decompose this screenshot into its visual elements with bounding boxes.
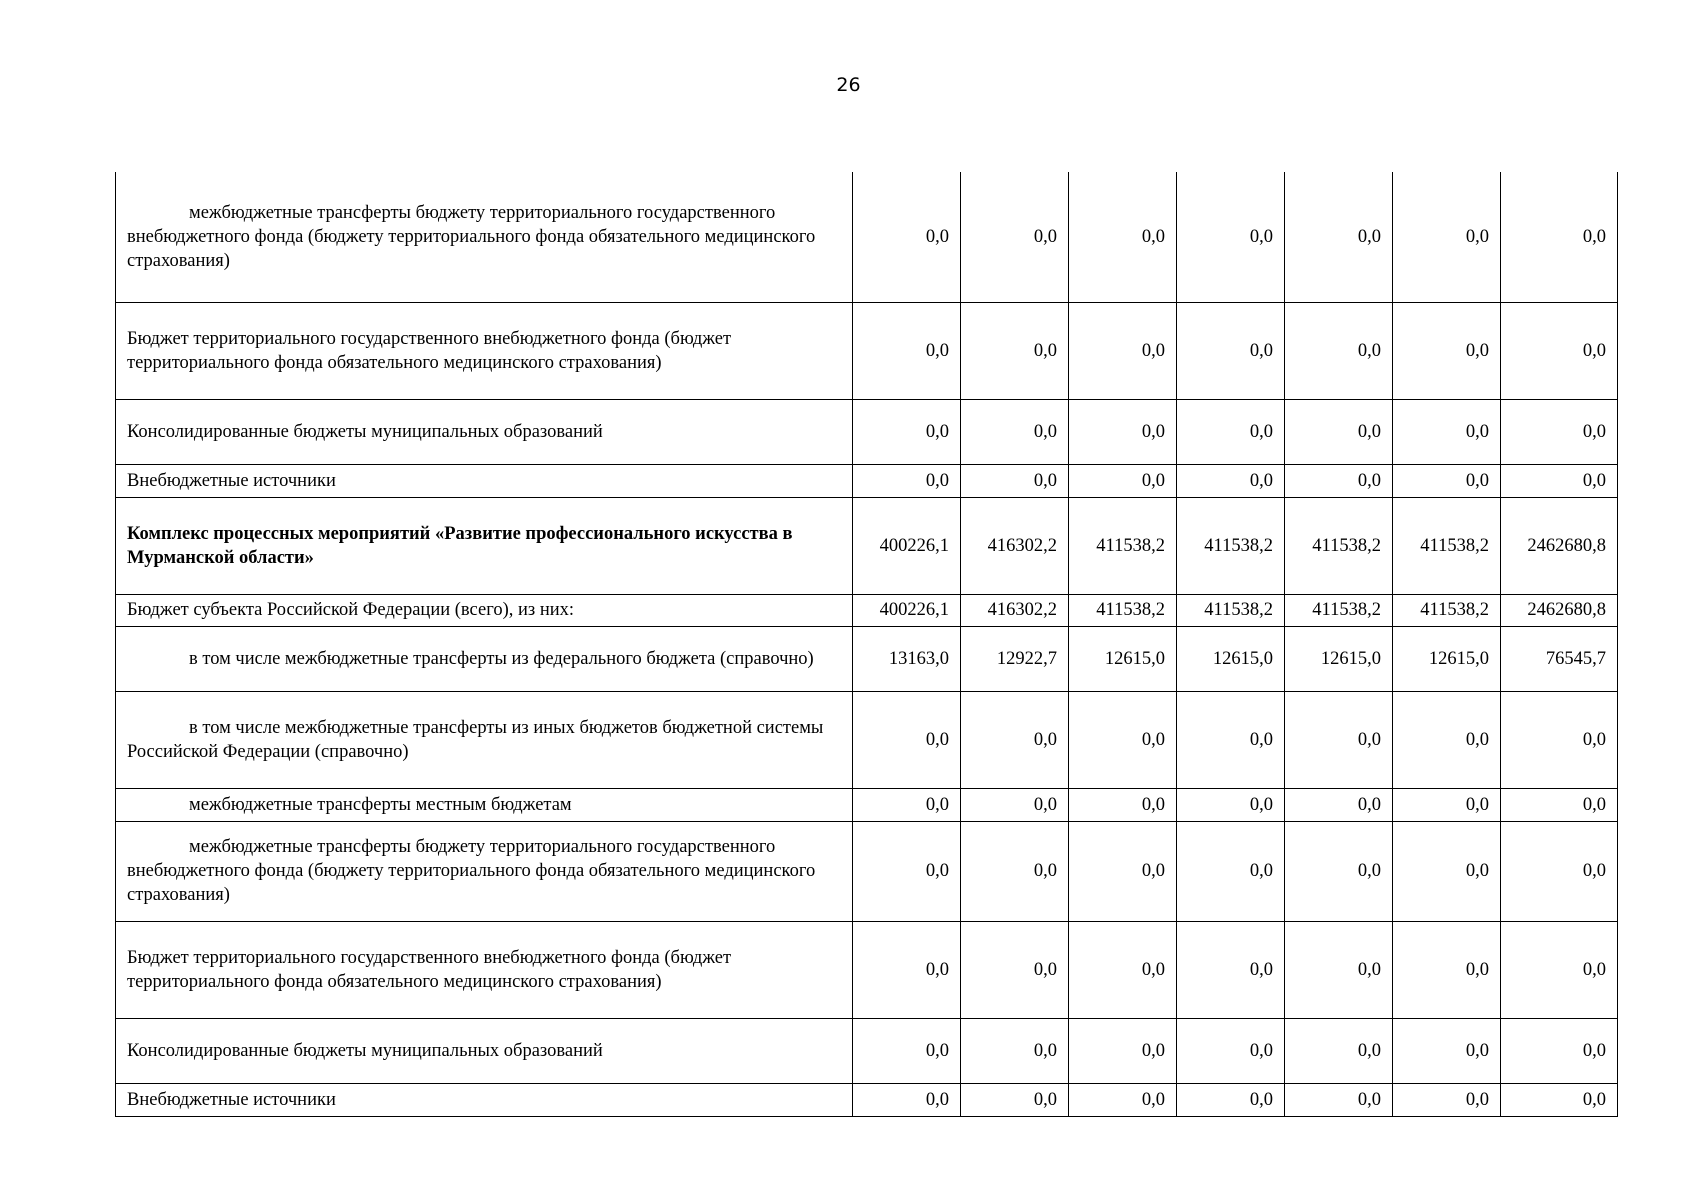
cell-value: 0,0 <box>853 921 961 1018</box>
cell-total: 0,0 <box>1501 1018 1618 1083</box>
table-row <box>116 821 1618 921</box>
cell-value: 411538,2 <box>1285 594 1393 626</box>
row-label: Бюджет субъекта Российской Федерации (всего), из них: <box>116 594 853 626</box>
row-label: Внебюджетные источники <box>116 1083 853 1116</box>
cell-value: 0,0 <box>853 399 961 464</box>
table-row <box>116 497 1618 594</box>
row-label: Консолидированные бюджеты муниципальных образований <box>116 399 853 464</box>
cell-value: 0,0 <box>1285 1018 1393 1083</box>
cell-value: 0,0 <box>1393 172 1501 302</box>
cell-value: 411538,2 <box>1393 497 1501 594</box>
cell-total: 0,0 <box>1501 821 1618 921</box>
row-label: Консолидированные бюджеты муниципальных образований <box>116 1018 853 1083</box>
cell-value: 411538,2 <box>1393 594 1501 626</box>
table-row <box>116 1018 1618 1083</box>
cell-value: 0,0 <box>1393 921 1501 1018</box>
cell-value: 0,0 <box>1177 1018 1285 1083</box>
row-label: межбюджетные трансферты местным бюджетам <box>116 788 853 821</box>
cell-total: 76545,7 <box>1501 626 1618 691</box>
cell-value: 0,0 <box>1285 172 1393 302</box>
cell-value: 0,0 <box>1177 464 1285 497</box>
table-row <box>116 788 1618 821</box>
cell-value: 416302,2 <box>961 497 1069 594</box>
table-row <box>116 464 1618 497</box>
cell-value: 0,0 <box>1393 399 1501 464</box>
table-row <box>116 594 1618 626</box>
cell-value: 12615,0 <box>1177 626 1285 691</box>
row-label: Бюджет территориального государственного внебюджетного фонда (бюджет территориального фонда обязательного медицинского страхования) <box>116 921 853 1018</box>
cell-total: 0,0 <box>1501 399 1618 464</box>
cell-total: 0,0 <box>1501 691 1618 788</box>
cell-value: 0,0 <box>1393 691 1501 788</box>
cell-value: 0,0 <box>961 302 1069 399</box>
cell-value: 0,0 <box>1069 1018 1177 1083</box>
cell-value: 0,0 <box>1285 921 1393 1018</box>
cell-value: 0,0 <box>1393 464 1501 497</box>
cell-value: 0,0 <box>1177 399 1285 464</box>
cell-value: 0,0 <box>1177 302 1285 399</box>
cell-value: 0,0 <box>1069 821 1177 921</box>
cell-value: 12615,0 <box>1069 626 1177 691</box>
budget-table <box>115 172 1618 1117</box>
table-row <box>116 302 1618 399</box>
cell-value: 0,0 <box>1177 788 1285 821</box>
cell-value: 0,0 <box>1285 691 1393 788</box>
cell-value: 0,0 <box>853 464 961 497</box>
cell-value: 0,0 <box>961 1083 1069 1116</box>
table-row <box>116 921 1618 1018</box>
cell-value: 13163,0 <box>853 626 961 691</box>
row-label: межбюджетные трансферты бюджету территориального государственного внебюджетного фонда (бюджету территориального фонда обязательного медицинского страхования) <box>116 821 853 921</box>
cell-value: 0,0 <box>1177 172 1285 302</box>
cell-value: 0,0 <box>853 1018 961 1083</box>
cell-value: 0,0 <box>961 691 1069 788</box>
cell-value: 0,0 <box>1069 172 1177 302</box>
cell-value: 0,0 <box>1177 921 1285 1018</box>
cell-value: 12922,7 <box>961 626 1069 691</box>
cell-value: 400226,1 <box>853 497 961 594</box>
cell-value: 0,0 <box>853 172 961 302</box>
cell-value: 411538,2 <box>1285 497 1393 594</box>
row-label: в том числе межбюджетные трансферты из иных бюджетов бюджетной системы Российской Федерации (справочно) <box>116 691 853 788</box>
cell-value: 400226,1 <box>853 594 961 626</box>
cell-value: 0,0 <box>961 1018 1069 1083</box>
cell-value: 0,0 <box>1393 1083 1501 1116</box>
row-label: Бюджет территориального государственного внебюджетного фонда (бюджет территориального фонда обязательного медицинского страхования) <box>116 302 853 399</box>
cell-value: 411538,2 <box>1069 497 1177 594</box>
table-row <box>116 399 1618 464</box>
cell-value: 0,0 <box>853 821 961 921</box>
cell-value: 0,0 <box>1069 1083 1177 1116</box>
cell-value: 0,0 <box>961 399 1069 464</box>
table-row <box>116 626 1618 691</box>
cell-value: 0,0 <box>961 921 1069 1018</box>
table-row <box>116 1083 1618 1116</box>
cell-value: 0,0 <box>1069 464 1177 497</box>
cell-value: 0,0 <box>1285 464 1393 497</box>
cell-value: 12615,0 <box>1393 626 1501 691</box>
cell-value: 0,0 <box>961 172 1069 302</box>
cell-value: 0,0 <box>1285 788 1393 821</box>
cell-value: 0,0 <box>1393 1018 1501 1083</box>
cell-value: 0,0 <box>961 821 1069 921</box>
cell-value: 0,0 <box>1069 691 1177 788</box>
cell-value: 0,0 <box>853 302 961 399</box>
cell-value: 0,0 <box>1393 821 1501 921</box>
cell-value: 0,0 <box>1069 788 1177 821</box>
cell-value: 411538,2 <box>1177 594 1285 626</box>
cell-value: 0,0 <box>853 788 961 821</box>
cell-value: 0,0 <box>1393 302 1501 399</box>
cell-value: 0,0 <box>1069 921 1177 1018</box>
cell-total: 2462680,8 <box>1501 497 1618 594</box>
cell-total: 0,0 <box>1501 172 1618 302</box>
row-label: межбюджетные трансферты бюджету территориального государственного внебюджетного фонда (бюджету территориального фонда обязательного медицинского страхования) <box>116 172 853 302</box>
cell-value: 0,0 <box>961 464 1069 497</box>
row-label: Внебюджетные источники <box>116 464 853 497</box>
cell-value: 411538,2 <box>1177 497 1285 594</box>
cell-total: 0,0 <box>1501 1083 1618 1116</box>
cell-value: 0,0 <box>1393 788 1501 821</box>
table-row <box>116 172 1618 302</box>
cell-value: 0,0 <box>1069 399 1177 464</box>
table-row <box>116 691 1618 788</box>
cell-value: 0,0 <box>1177 1083 1285 1116</box>
cell-value: 0,0 <box>1177 821 1285 921</box>
cell-value: 0,0 <box>853 1083 961 1116</box>
cell-total: 0,0 <box>1501 302 1618 399</box>
cell-total: 0,0 <box>1501 921 1618 1018</box>
cell-value: 0,0 <box>1069 302 1177 399</box>
cell-total: 0,0 <box>1501 464 1618 497</box>
cell-value: 0,0 <box>1285 1083 1393 1116</box>
cell-value: 0,0 <box>1177 691 1285 788</box>
row-label: в том числе межбюджетные трансферты из федерального бюджета (справочно) <box>116 626 853 691</box>
cell-value: 0,0 <box>1285 302 1393 399</box>
cell-value: 416302,2 <box>961 594 1069 626</box>
row-label: Комплекс процессных мероприятий «Развитие профессионального искусства в Мурманской области» <box>116 497 853 594</box>
cell-total: 0,0 <box>1501 788 1618 821</box>
cell-value: 0,0 <box>1285 399 1393 464</box>
cell-value: 0,0 <box>961 788 1069 821</box>
page-number: 26 <box>836 74 861 96</box>
cell-value: 411538,2 <box>1069 594 1177 626</box>
cell-value: 12615,0 <box>1285 626 1393 691</box>
cell-value: 0,0 <box>1285 821 1393 921</box>
cell-total: 2462680,8 <box>1501 594 1618 626</box>
cell-value: 0,0 <box>853 691 961 788</box>
